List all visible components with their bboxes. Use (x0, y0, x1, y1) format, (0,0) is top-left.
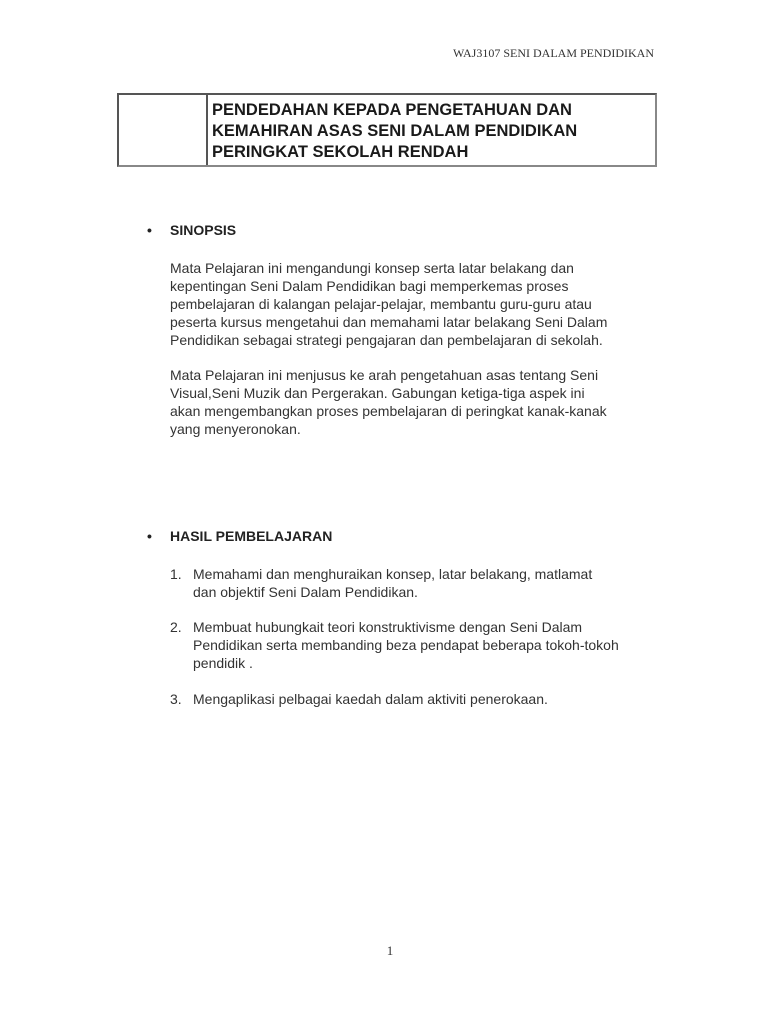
list-item (170, 690, 660, 708)
list-item-line: dan objektif Seni Dalam Pendidikan. (193, 584, 418, 600)
sinopsis-paragraph-1 (170, 259, 650, 349)
bullet-icon: • (147, 528, 152, 544)
title-line: KEMAHIRAN ASAS SENI DALAM PENDIDIKAN (212, 122, 578, 140)
section-heading-hasil-pembelajaran (147, 528, 332, 544)
list-item-number: 2. (170, 619, 182, 635)
bullet-icon: • (147, 222, 152, 238)
title-box-empty-cell (119, 95, 208, 165)
title-line: PENDEDAHAN KEPADA PENGETAHUAN DAN (212, 101, 572, 119)
paragraph-line: akan mengembangkan proses pembelajaran di peringkat kanak-kanak (170, 403, 607, 419)
sinopsis-paragraph-2 (170, 366, 650, 438)
paragraph-line: peserta kursus mengetahui dan memahami latar belakang Seni Dalam (170, 314, 608, 330)
title-box (117, 93, 657, 167)
paragraph-line: pembelajaran di kalangan pelajar-pelajar, membantu guru-guru atau (170, 296, 592, 312)
list-item-line: Memahami dan menghuraikan konsep, latar belakang, matlamat (193, 566, 593, 582)
section-heading-label: SINOPSIS (170, 222, 237, 238)
paragraph-line: Mata Pelajaran ini menjusus ke arah pengetahuan asas tentang Seni (170, 367, 599, 383)
page-number: 1 (386, 943, 394, 958)
section-heading-sinopsis (147, 222, 236, 238)
title-box-text-cell (208, 95, 655, 165)
title-line: PERINGKAT SEKOLAH RENDAH (212, 143, 469, 161)
paragraph-line: yang menyeronokan. (170, 421, 301, 437)
list-item-line: pendidik . (193, 655, 253, 671)
list-item-number: 1. (170, 566, 182, 582)
paragraph-line: kepentingan Seni Dalam Pendidikan bagi memperkemas proses (170, 278, 569, 294)
paragraph-line: Visual,Seni Muzik dan Pergerakan. Gabungan ketiga-tiga aspek ini (170, 385, 585, 401)
paragraph-line: Mata Pelajaran ini mengandungi konsep serta latar belakang dan (170, 260, 574, 276)
section-heading-label: HASIL PEMBELAJARAN (170, 528, 333, 544)
list-item-line: Pendidikan serta membanding beza pendapat beberapa tokoh-tokoh (193, 637, 619, 653)
paragraph-line: Pendidikan sebagai strategi pengajaran dan pembelajaran di sekolah. (170, 332, 603, 348)
list-item-number: 3. (170, 691, 182, 707)
list-item-line: Mengaplikasi pelbagai kaedah dalam aktiviti penerokaan. (193, 691, 548, 707)
list-item (170, 618, 660, 672)
list-item (170, 565, 660, 601)
running-header: WAJ3107 SENI DALAM PENDIDIKAN (453, 46, 654, 60)
list-item-line: Membuat hubungkait teori konstruktivisme dengan Seni Dalam (193, 619, 583, 635)
